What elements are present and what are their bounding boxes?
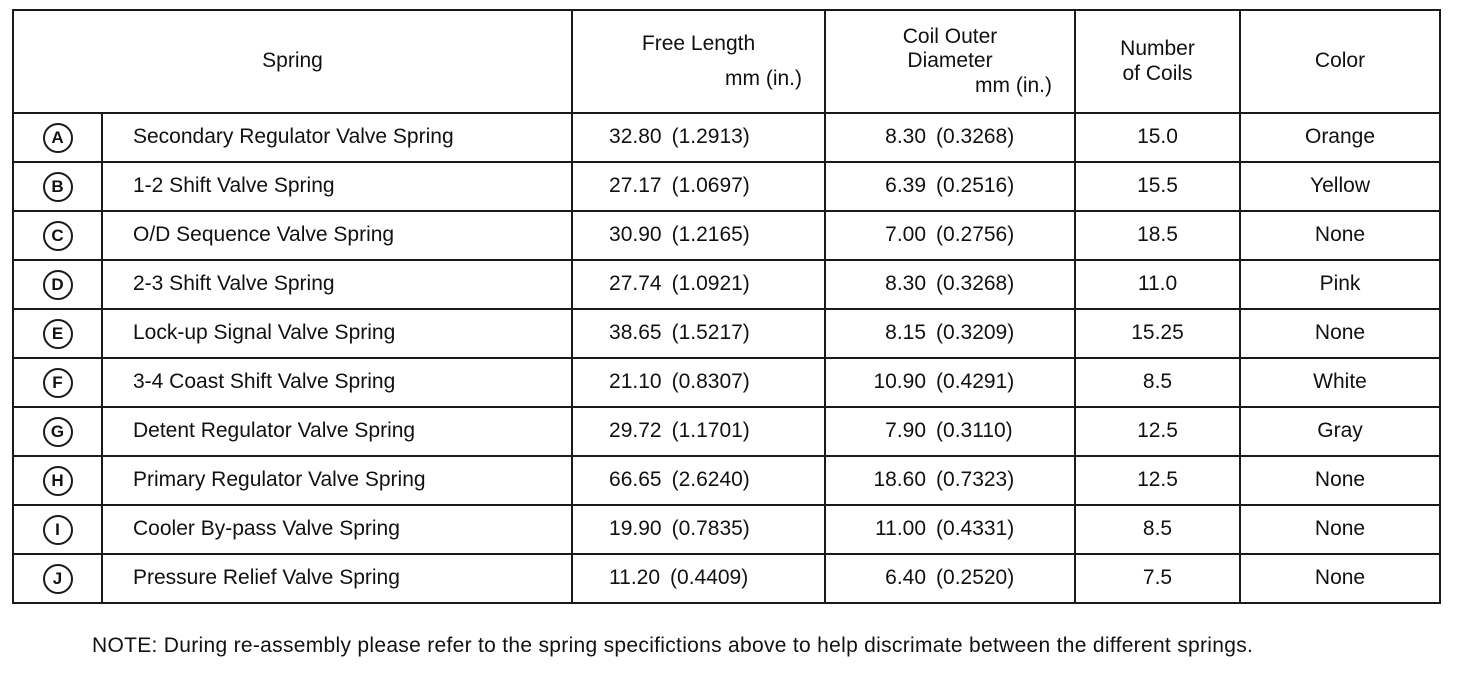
coil-od-cell	[825, 162, 1075, 211]
coil-od-in: (0.3268)	[936, 125, 1015, 149]
circled-letter-badge: H	[43, 466, 73, 496]
free-length-in: (2.6240)	[671, 468, 750, 492]
row-letter-cell	[13, 505, 102, 554]
header-free-length-unit: mm (in.)	[725, 66, 803, 90]
spring-name: 3-4 Coast Shift Valve Spring	[102, 358, 572, 407]
free-length-cell	[572, 505, 825, 554]
coil-od-in: (0.7323)	[936, 468, 1015, 492]
free-length-in: (1.0697)	[671, 174, 750, 198]
free-length-in: (1.0921)	[671, 272, 750, 296]
header-free-length-label: Free Length	[641, 32, 756, 56]
coil-od-in: (0.3110)	[936, 419, 1013, 443]
header-num-coils-line2: of Coils	[1122, 61, 1193, 85]
coil-od-cell	[825, 456, 1075, 505]
header-spring-label: Spring	[262, 49, 323, 73]
circled-letter-badge: A	[43, 123, 73, 153]
table-row	[13, 211, 1440, 260]
free-length-mm: 29.72	[609, 419, 662, 443]
table-row	[13, 554, 1440, 603]
spring-color: None	[1240, 456, 1440, 505]
circled-letter-badge: B	[43, 172, 73, 202]
table-row	[13, 407, 1440, 456]
spring-color: None	[1240, 211, 1440, 260]
spring-spec-table	[12, 9, 1441, 604]
header-spring	[13, 10, 572, 113]
coil-od-cell	[825, 554, 1075, 603]
circled-letter-badge: J	[43, 564, 73, 594]
free-length-in: (0.4409)	[670, 566, 749, 590]
num-coils: 12.5	[1075, 407, 1240, 456]
free-length-mm: 21.10	[609, 370, 662, 394]
circled-letter-badge: F	[43, 368, 73, 398]
spring-color: Gray	[1240, 407, 1440, 456]
free-length-in: (0.7835)	[671, 517, 750, 541]
free-length-mm: 27.74	[609, 272, 662, 296]
coil-od-in: (0.2516)	[936, 174, 1015, 198]
coil-od-in: (0.2756)	[936, 223, 1015, 247]
free-length-cell	[572, 358, 825, 407]
circled-letter-badge: I	[43, 515, 73, 545]
coil-od-cell	[825, 505, 1075, 554]
spring-name: Lock-up Signal Valve Spring	[102, 309, 572, 358]
spring-name: Pressure Relief Valve Spring	[102, 554, 572, 603]
num-coils: 8.5	[1075, 358, 1240, 407]
coil-od-in: (0.3268)	[936, 272, 1015, 296]
coil-od-cell	[825, 260, 1075, 309]
header-num-coils-line1: Number	[1120, 37, 1195, 61]
row-letter-cell	[13, 407, 102, 456]
coil-od-mm: 7.90	[885, 419, 927, 443]
coil-od-mm: 18.60	[873, 468, 927, 492]
coil-od-cell	[825, 211, 1075, 260]
row-letter-cell	[13, 456, 102, 505]
note-text: NOTE: During re-assembly please refer to the spring specifictions above to help discrimate between the different springs.	[92, 634, 1254, 657]
spring-name: 1-2 Shift Valve Spring	[102, 162, 572, 211]
num-coils: 8.5	[1075, 505, 1240, 554]
num-coils: 15.5	[1075, 162, 1240, 211]
coil-od-mm: 8.30	[885, 125, 927, 149]
num-coils: 7.5	[1075, 554, 1240, 603]
spring-name: Cooler By-pass Valve Spring	[102, 505, 572, 554]
num-coils: 18.5	[1075, 211, 1240, 260]
circled-letter-badge: C	[43, 221, 73, 251]
num-coils: 12.5	[1075, 456, 1240, 505]
coil-od-cell	[825, 358, 1075, 407]
coil-od-cell	[825, 309, 1075, 358]
header-color-label: Color	[1314, 49, 1366, 73]
num-coils: 15.25	[1075, 309, 1240, 358]
free-length-cell	[572, 456, 825, 505]
coil-od-mm: 8.30	[885, 272, 927, 296]
table-body	[13, 113, 1440, 603]
spring-color: None	[1240, 554, 1440, 603]
table-row	[13, 358, 1440, 407]
header-coil-od-line2: Diameter	[907, 49, 993, 73]
spring-color: Yellow	[1240, 162, 1440, 211]
free-length-cell	[572, 162, 825, 211]
spring-color: None	[1240, 309, 1440, 358]
num-coils: 15.0	[1075, 113, 1240, 162]
coil-od-cell	[825, 407, 1075, 456]
spring-color: Pink	[1240, 260, 1440, 309]
coil-od-mm: 10.90	[873, 370, 927, 394]
circled-letter-badge: E	[43, 319, 73, 349]
free-length-mm: 11.20	[609, 566, 661, 590]
free-length-in: (0.8307)	[671, 370, 750, 394]
header-free-length	[572, 10, 825, 113]
table-row	[13, 260, 1440, 309]
spring-color: None	[1240, 505, 1440, 554]
spring-color: Orange	[1240, 113, 1440, 162]
num-coils: 11.0	[1075, 260, 1240, 309]
spring-name: O/D Sequence Valve Spring	[102, 211, 572, 260]
free-length-mm: 30.90	[609, 223, 662, 247]
free-length-cell	[572, 309, 825, 358]
row-letter-cell	[13, 162, 102, 211]
header-num-coils	[1075, 10, 1240, 113]
coil-od-in: (0.4291)	[936, 370, 1015, 394]
free-length-mm: 27.17	[609, 174, 662, 198]
free-length-mm: 38.65	[609, 321, 662, 345]
free-length-cell	[572, 407, 825, 456]
free-length-in: (1.5217)	[671, 321, 750, 345]
header-coil-od	[825, 10, 1075, 113]
free-length-mm: 32.80	[609, 125, 662, 149]
row-letter-cell	[13, 309, 102, 358]
header-coil-od-line1: Coil Outer	[902, 25, 998, 49]
free-length-cell	[572, 211, 825, 260]
header-color	[1240, 10, 1440, 113]
spring-name: Primary Regulator Valve Spring	[102, 456, 572, 505]
free-length-cell	[572, 260, 825, 309]
table-row	[13, 162, 1440, 211]
coil-od-in: (0.2520)	[936, 566, 1015, 590]
table-row	[13, 309, 1440, 358]
free-length-mm: 66.65	[609, 468, 662, 492]
row-letter-cell	[13, 554, 102, 603]
header-coil-od-unit: mm (in.)	[975, 73, 1053, 97]
circled-letter-badge: G	[43, 417, 73, 447]
table-row	[13, 113, 1440, 162]
row-letter-cell	[13, 260, 102, 309]
coil-od-in: (0.4331)	[936, 517, 1015, 541]
free-length-cell	[572, 113, 825, 162]
free-length-in: (1.2165)	[671, 223, 750, 247]
coil-od-cell	[825, 113, 1075, 162]
table-header	[13, 10, 1440, 113]
row-letter-cell	[13, 211, 102, 260]
coil-od-mm: 7.00	[885, 223, 927, 247]
coil-od-mm: 11.00	[875, 517, 927, 541]
coil-od-mm: 8.15	[885, 321, 927, 345]
free-length-mm: 19.90	[609, 517, 662, 541]
free-length-in: (1.2913)	[671, 125, 750, 149]
spring-name: 2-3 Shift Valve Spring	[102, 260, 572, 309]
table-row	[13, 505, 1440, 554]
coil-od-mm: 6.39	[885, 174, 927, 198]
circled-letter-badge: D	[43, 270, 73, 300]
header-row	[13, 10, 1440, 113]
spring-name: Secondary Regulator Valve Spring	[102, 113, 572, 162]
spring-name: Detent Regulator Valve Spring	[102, 407, 572, 456]
spring-color: White	[1240, 358, 1440, 407]
free-length-in: (1.1701)	[671, 419, 750, 443]
coil-od-in: (0.3209)	[936, 321, 1015, 345]
row-letter-cell	[13, 113, 102, 162]
free-length-cell	[572, 554, 825, 603]
coil-od-mm: 6.40	[885, 566, 927, 590]
table-row	[13, 456, 1440, 505]
row-letter-cell	[13, 358, 102, 407]
